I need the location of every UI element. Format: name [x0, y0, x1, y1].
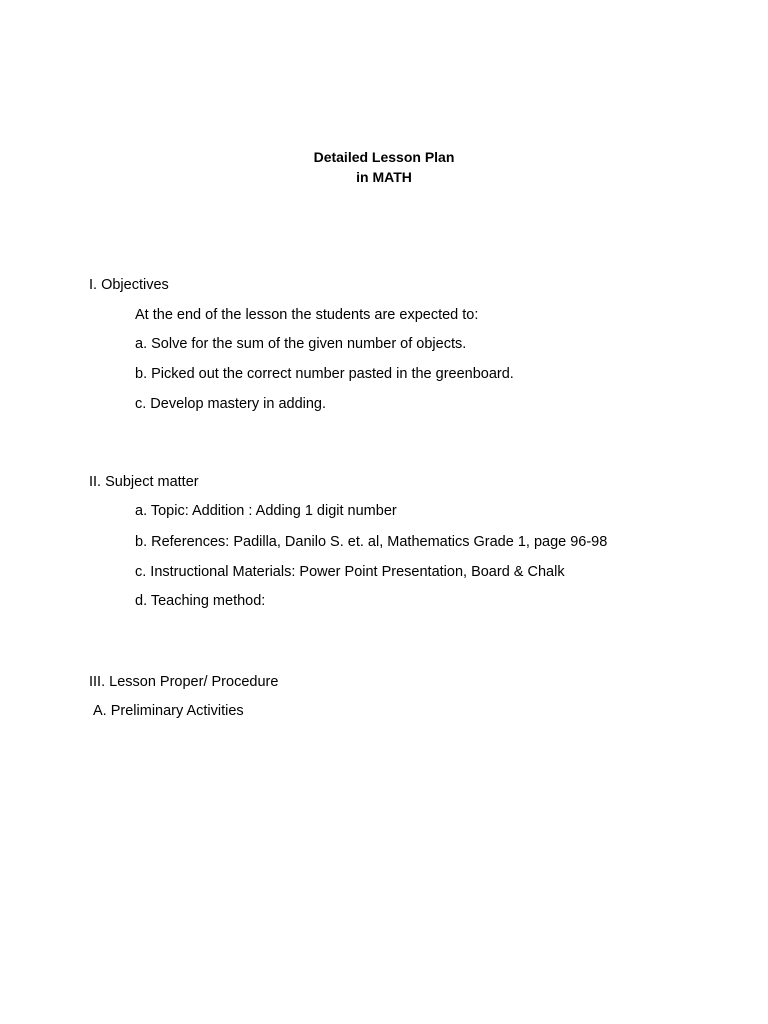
subsection-heading-preliminary: A. Preliminary Activities: [93, 703, 244, 719]
section-heading-subject-matter: II. Subject matter: [89, 474, 199, 490]
subject-matter-item: a. Topic: Addition : Adding 1 digit number: [135, 503, 397, 519]
subject-matter-item: d. Teaching method:: [135, 593, 266, 609]
objectives-intro: At the end of the lesson the students are expected to:: [135, 307, 479, 323]
objective-item: c. Develop mastery in adding.: [135, 396, 327, 412]
document-subtitle: in MATH: [356, 169, 412, 185]
section-heading-objectives: I. Objectives: [89, 277, 169, 293]
subject-matter-item: b. References: Padilla, Danilo S. et. al, Mathematics Grade 1, page 96-98: [135, 534, 608, 550]
objective-item: b. Picked out the correct number pasted in the greenboard.: [135, 366, 514, 382]
objective-item: a. Solve for the sum of the given number of objects.: [135, 336, 467, 352]
document-title: Detailed Lesson Plan: [313, 149, 455, 165]
section-heading-lesson-proper: III. Lesson Proper/ Procedure: [89, 674, 279, 690]
subject-matter-item: c. Instructional Materials: Power Point Presentation, Board & Chalk: [135, 564, 565, 580]
